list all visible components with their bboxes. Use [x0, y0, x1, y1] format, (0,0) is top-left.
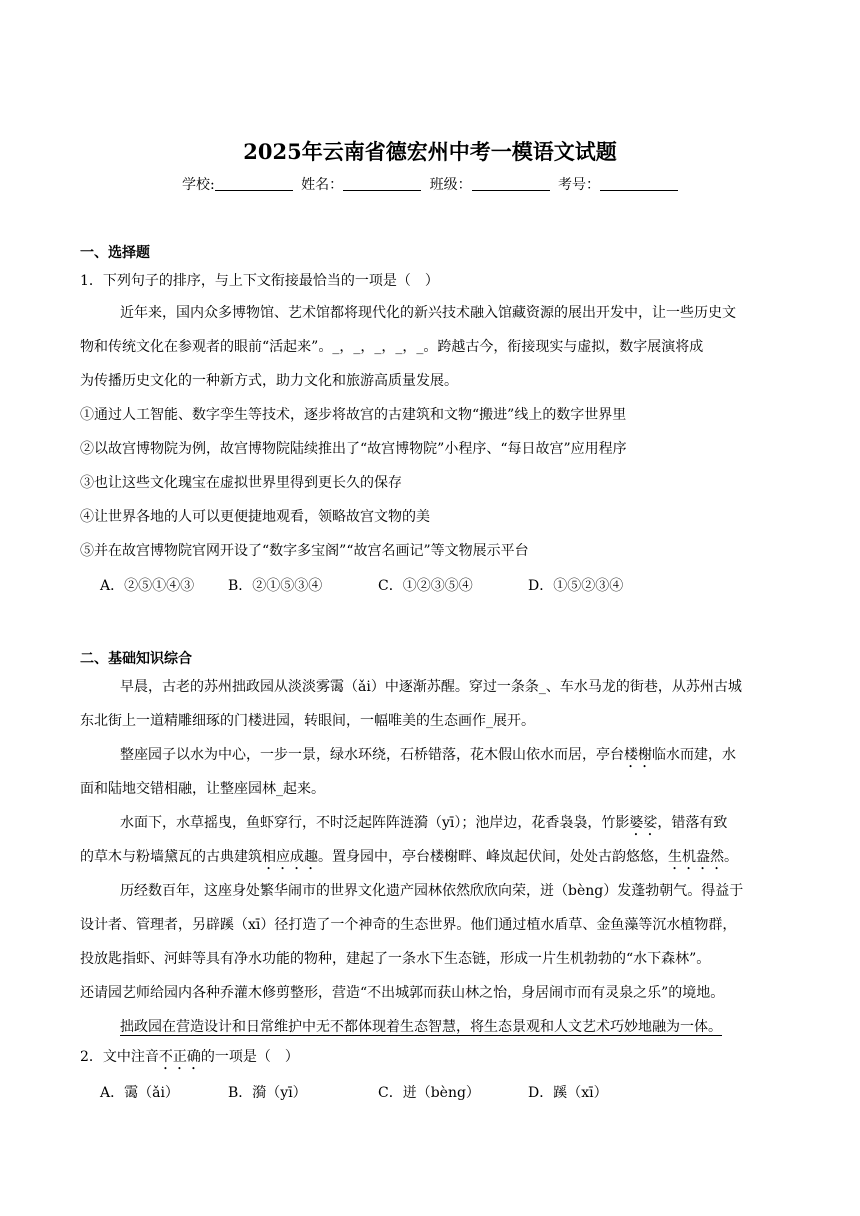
q1-passage-line-3: 为传播历史文化的一种新方式，助力文化和旅游高质量发展。: [80, 373, 458, 389]
q1-passage-line-1: 近年来，国内众多博物馆、艺术馆都将现代化的新兴技术融入馆藏资源的展出开发中，让一些历史文: [120, 305, 736, 321]
class-label: 班级：: [429, 177, 472, 193]
section-heading-knowledge: 二、基础知识综合: [80, 651, 192, 667]
s2-para4-line2: 设计者、管理者，另辟蹊（xī）径打造了一个神奇的生态世界。他们通过植水盾草、金鱼藻等沉水植物群，: [80, 917, 737, 933]
q1-option-d[interactable]: D．①⑤②③④: [528, 578, 624, 594]
q1-item-3: ③也让这些文化瑰宝在虚拟世界里得到更长久的保存: [80, 475, 402, 491]
s2-para2-line2: 面和陆地交错相融，让整座园林_起来。: [80, 781, 325, 797]
section-heading-choice: 一、选择题: [80, 245, 150, 261]
s2-para3-line1: [120, 812, 727, 839]
s2-para3-text-f: 。: [724, 849, 738, 865]
student-info-line: [0, 174, 860, 194]
q1-item-4: ④让世界各地的人可以更便捷地观看，领略故宫文物的美: [80, 509, 430, 525]
school-blank[interactable]: [215, 178, 293, 191]
q2-option-a[interactable]: A．霭（ǎi）: [100, 1085, 179, 1101]
number-blank[interactable]: [600, 178, 678, 191]
s2-para3-text-d: 的草木与粉墙黛瓦的古典建筑: [80, 849, 262, 865]
s2-para2-text-c: 临水而建，水: [652, 747, 736, 763]
q1-passage-line-2: 物和传统文化在参观者的眼前“活起来”。_，_，_，_，_。跨越古今，衔接现实与虚拟，数字展演将成: [80, 339, 704, 355]
s2-para1-line2: 东北街上一道精雕细琢的门楼进园，转眼间，一幅唯美的生态画作_展开。: [80, 713, 535, 729]
number-label: 考号：: [558, 177, 601, 193]
s2-para3-emphasis-shengji: 生机盎然: [668, 849, 724, 865]
q2-option-d[interactable]: D．蹊（xī）: [528, 1085, 608, 1101]
s2-para3-line2: [80, 846, 738, 873]
q2-stem-c: 的一项是（ ）: [200, 1049, 299, 1065]
q2-option-c[interactable]: C．迸（bèng）: [378, 1085, 480, 1101]
q1-item-2: ②以故宫博物院为例，故宫博物院陆续推出了“故宫博物院”小程序、“每日故宫”应用程序: [80, 441, 627, 457]
question-1-stem: 1．下列句子的排序，与上下文衔接最恰当的一项是（ ）: [80, 273, 439, 289]
school-label: 学校:: [181, 177, 215, 193]
s2-para5-underlined-sentence: 拙政园在营造设计和日常维护中无不都体现着生态智慧，将生态景观和人文艺术巧妙地融为一体。: [120, 1019, 722, 1035]
name-label: 姓名：: [301, 177, 344, 193]
s2-para3-text-c: ，错落有致: [657, 815, 728, 831]
q1-item-5: ⑤并在故宫博物院官网开设了“数字多宝阁”“故宫名画记”等文物展示平台: [80, 543, 529, 559]
s2-para1-line1: 早晨，古老的苏州拙政园从淡淡雾霭（ǎi）中逐渐苏醒。穿过一条条_、车水马龙的街巷，从苏州古城: [120, 679, 742, 695]
page-title: 2025年云南省德宏州中考一模语文试题: [243, 139, 617, 164]
s2-para2-text-a: 整座园子以水为中心，一步一景，绿水环绕，石桥错落，花木假山依水而居，亭台: [120, 747, 624, 763]
question-2-stem: [80, 1046, 299, 1073]
s2-para3-text-a: 水面下，水草摇曳，鱼虾穿行，不时泛起阵阵涟漪（yī）；池岸边，花香袅袅，竹影: [120, 815, 630, 831]
s2-para2-emphasis-loutaixie: 楼榭: [624, 747, 652, 763]
q1-item-1: ①通过人工智能、数字孪生等技术，逐步将故宫的古建筑和文物“搬进”线上的数字世界里: [80, 407, 627, 423]
q2-option-b[interactable]: B．漪（yī）: [228, 1085, 307, 1101]
s2-para2-line1: [120, 744, 736, 771]
s2-para4-line1: 历经数百年，这座身处繁华闹市的世界文化遗产园林依然欣欣向荣，迸（bèng）发蓬勃朝气。得益于: [120, 883, 744, 899]
q2-stem-a: 2．文中注音: [80, 1049, 159, 1065]
s2-para4-line4: 还请园艺师给园内各种乔灌木修剪整形，营造“不出城郭而获山林之怡，身居闹市而有灵泉之乐”的境地。: [80, 985, 725, 1001]
s2-para3-emphasis-xiangying: 相应成趣: [262, 849, 318, 865]
name-blank[interactable]: [343, 178, 421, 191]
s2-para4-line3: 投放匙指虾、河蚌等具有净水功能的物种，建起了一条水下生态链，形成一片生机勃勃的“水下森林”。: [80, 951, 711, 967]
q2-stem-emphasis: 不正确: [158, 1049, 201, 1065]
q1-option-b[interactable]: B．②①⑤③④: [228, 578, 323, 594]
s2-para3-text-e: 。置身园中，亭台楼榭畔、峰岚起伏间，处处古韵悠悠，: [318, 849, 668, 865]
q1-option-a[interactable]: A．②⑤①④③: [100, 578, 195, 594]
q1-option-c[interactable]: C．①②③⑤④: [378, 578, 473, 594]
class-blank[interactable]: [472, 178, 550, 191]
s2-para3-emphasis-posuo: 婆娑: [629, 815, 658, 831]
